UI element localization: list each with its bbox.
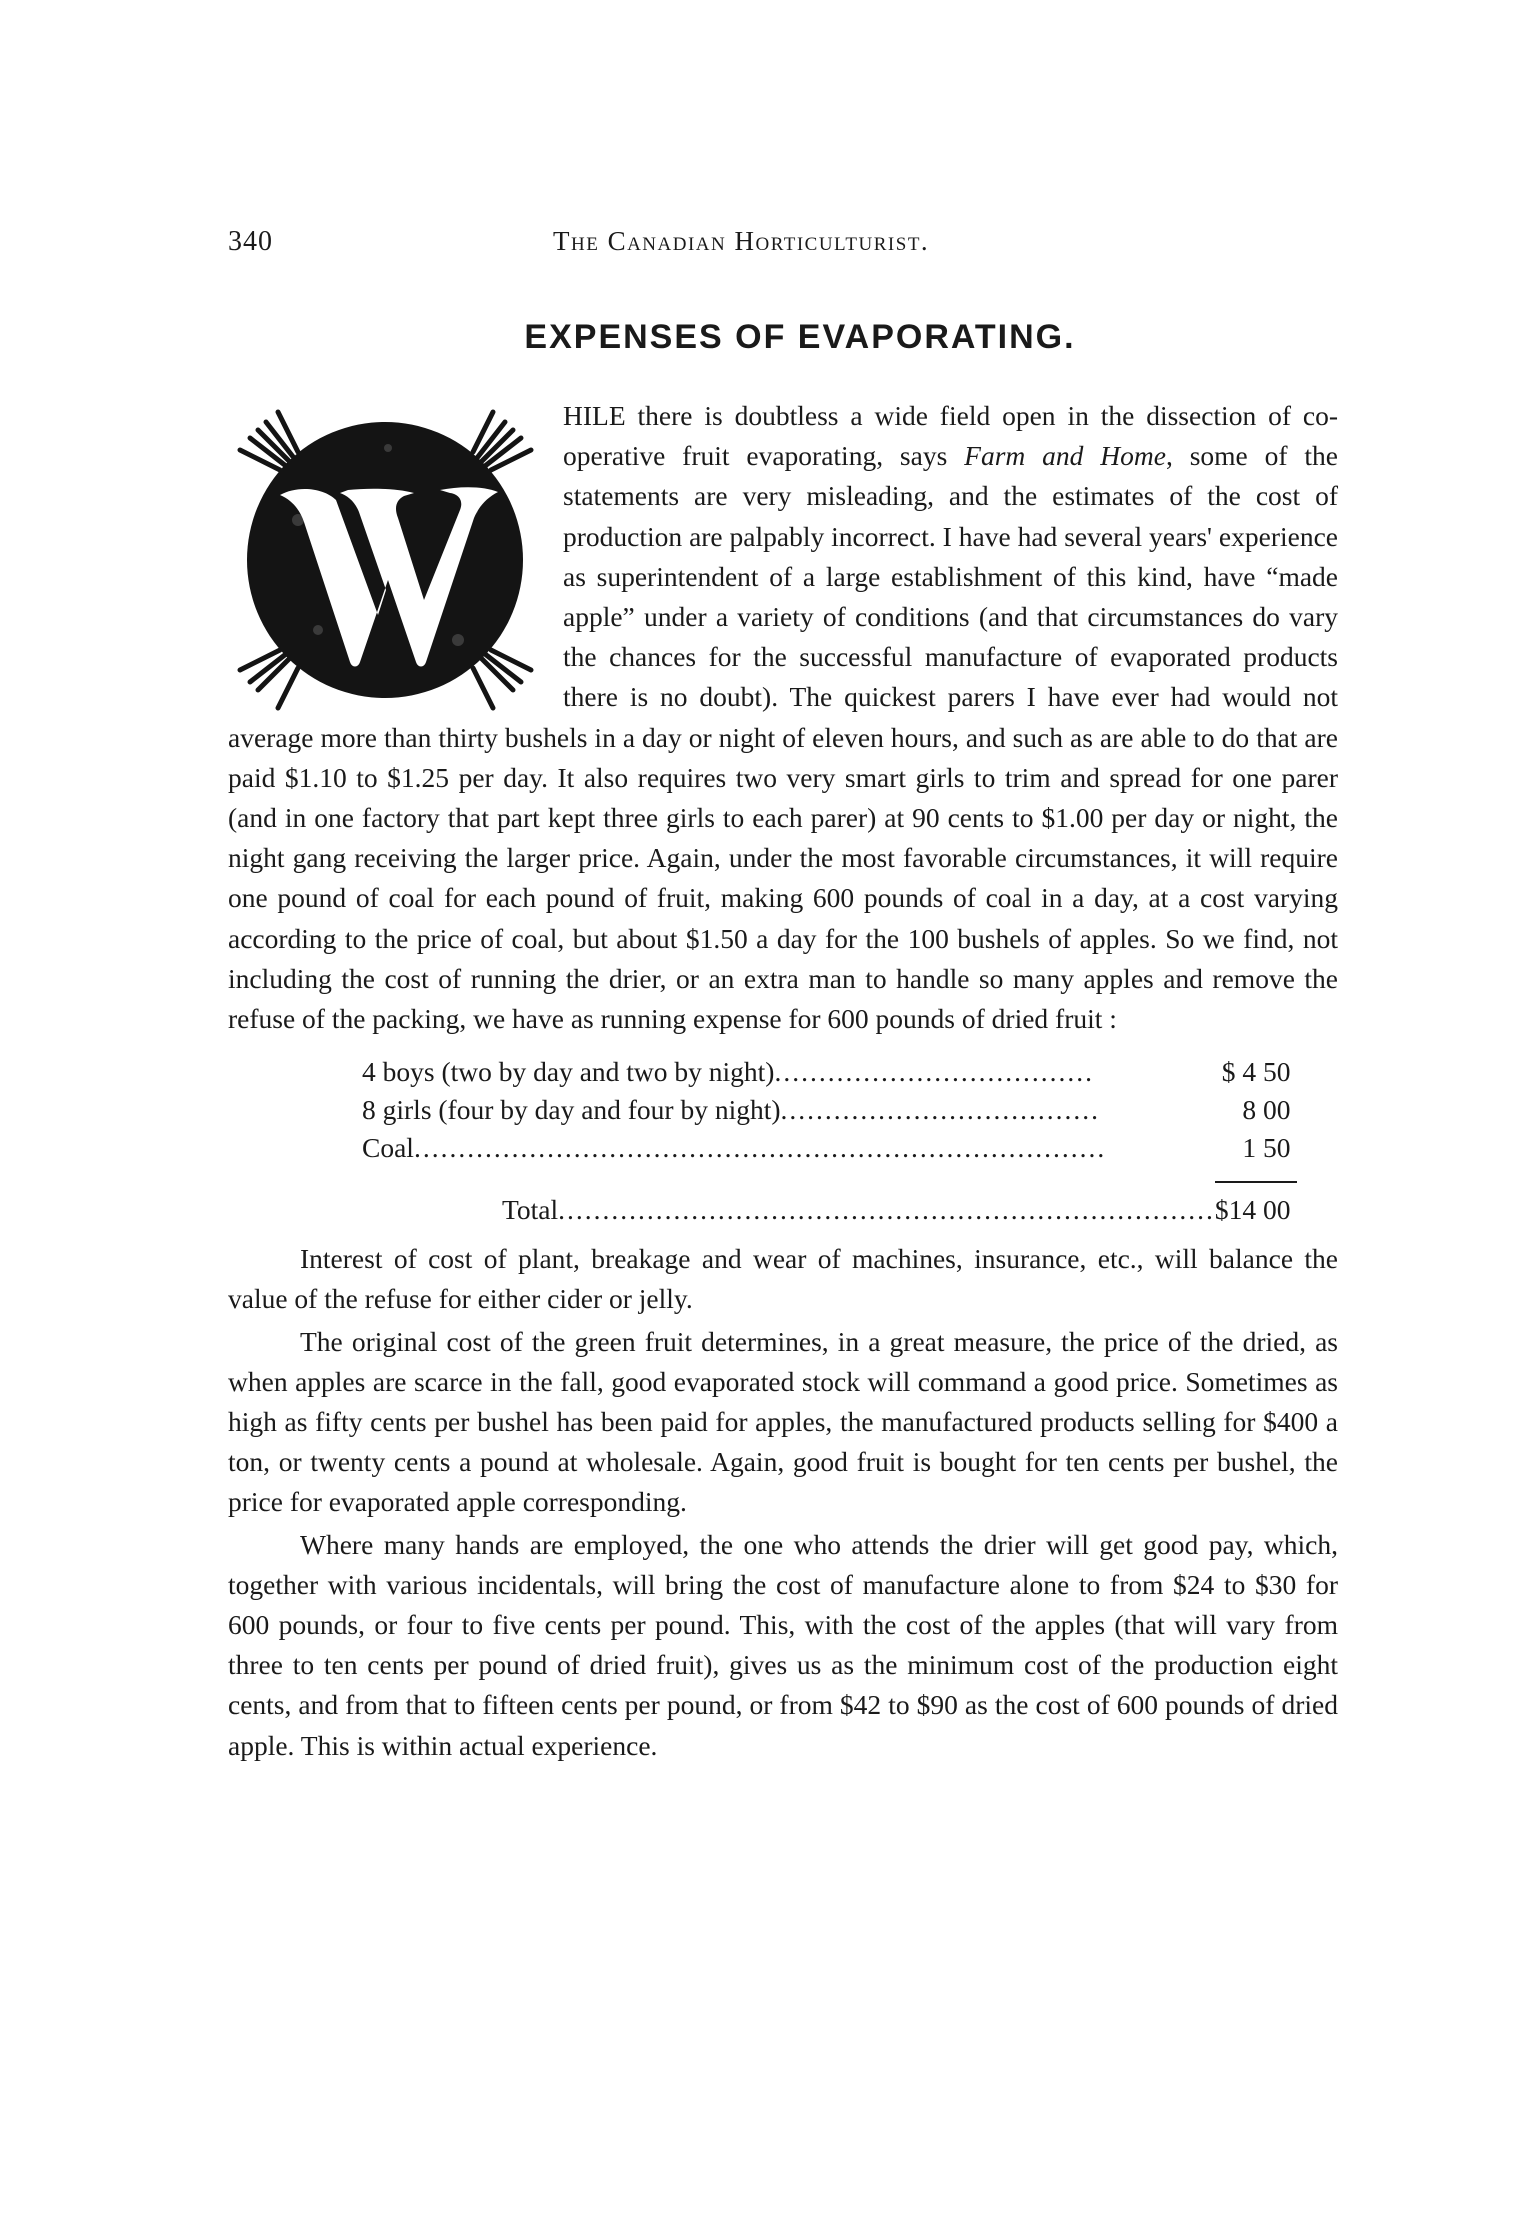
- ornamental-dropcap: [228, 400, 543, 715]
- paragraph-1-text-a: HILE there is doubtless a wide field open in the dissection of co-operative fruit evaporating, says: [563, 400, 1338, 472]
- paragraph-4: Where many hands are employed, the one who attends the drier will get good pay, which, together with various incidentals, will bring the cost of manufacture alone to from $24 to $30 for 600 pounds, or four to five cents per pound. This, with the cost of the apples (that will vary from three to ten cents per pound of dried fruit), gives us as the minimum cost of the production eight cents, and from that to fifteen cents per pound, or from $42 to $90 as the cost of 600 pounds of dried apple. This is within actual experience.: [228, 1528, 1338, 1761]
- article-title: EXPENSES OF EVAPORATING.: [524, 318, 1076, 356]
- dot-leader: ....................................: [774, 1056, 1094, 1088]
- expense-item: 8 girls (four by day and four by night): [362, 1094, 781, 1126]
- expense-item: 4 boys (two by day and two by night): [362, 1056, 775, 1088]
- dot-leader: ....................................: [780, 1094, 1101, 1126]
- table-row: [362, 1129, 1297, 1167]
- dot-leader: ..............................................................................: [413, 1132, 1107, 1164]
- expense-amount: $ 4 50: [1221, 1056, 1291, 1088]
- running-header: [228, 226, 1338, 266]
- total-amount: $14 00: [1214, 1194, 1291, 1226]
- total-row: [362, 1182, 1297, 1229]
- expense-amount: 8 00: [1242, 1094, 1291, 1126]
- article-body: [228, 396, 1338, 1766]
- sum-rule: [1215, 1167, 1297, 1182]
- table-row: [362, 1053, 1297, 1091]
- expense-amount: 1 50: [1242, 1132, 1291, 1164]
- table-row: [362, 1091, 1297, 1129]
- page-number: 340: [228, 226, 273, 257]
- total-label: Total: [502, 1194, 559, 1226]
- expense-table: [362, 1053, 1297, 1229]
- journal-title: The Canadian Horticulturist.: [553, 226, 930, 256]
- source-name: Farm and Home: [964, 440, 1166, 472]
- sum-rule-row: [362, 1167, 1297, 1182]
- dot-leader: ..........................................................................: [558, 1194, 1215, 1226]
- ornament-w-icon: [228, 400, 543, 715]
- paragraph-2: Interest of cost of plant, breakage and wear of machines, insurance, etc., will balance the value of the refuse for either cider or jelly.: [228, 1243, 1338, 1315]
- paragraph-1-text-b: , some of the statements are very misleading, and the estimates of the cost of production are palpably incorrect. I have had several years' experience as superintendent of a large establishment of this kind, have “made apple” under a variety of conditions (and that circumstances do vary the chances for the successful manufacture of evaporated products there is no doubt). The quickest parers I have ever had would not average more than thirty bushels in a day or night of eleven hours, and such as are able to do that are paid $1.10 to $1.25 per day. It also requires two very smart girls to trim and spread for one parer (and in one factory that part kept three girls to each parer) at 90 cents to $1.00 per day or night, the night gang receiving the larger price. Again, under the most favorable circumstances, it will require one pound of coal for each pound of fruit, making 600 pounds of coal in a day, at a cost varying according to the price of coal, but about $1.50 a day for the 100 bushels of apples. So we find, not including the cost of running the drier, or an extra man to handle so many apples and remove the refuse of the packing, we have as running expense for 600 pounds of dried fruit :: [228, 440, 1338, 1035]
- paragraph-3: The original cost of the green fruit determines, in a great measure, the price of the dried, as when apples are scarce in the fall, good evaporated stock will command a good price. Sometimes as high as fifty cents per bushel has been paid for apples, the manufactured products selling for $400 a ton, or twenty cents a pound at wholesale. Again, good fruit is bought for ten cents per bushel, the price for evaporated apple corresponding.: [228, 1325, 1338, 1518]
- expense-item: Coal: [362, 1132, 414, 1164]
